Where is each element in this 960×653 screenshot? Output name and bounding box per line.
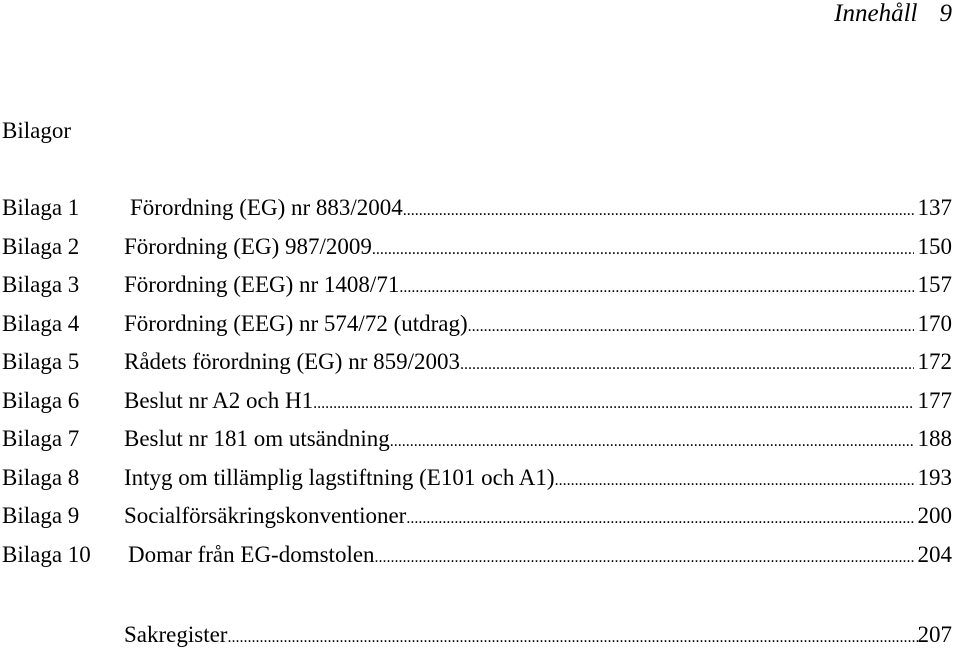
dot-leader xyxy=(313,389,913,419)
toc-entry-label: Bilaga 8 xyxy=(2,464,80,490)
toc-entry-page: 207 xyxy=(917,622,952,647)
dot-leader xyxy=(406,504,913,534)
toc-entry-bilaga-3[interactable] xyxy=(0,270,952,309)
dot-leader xyxy=(375,543,914,573)
toc-entry-title: Rådets förordning (EG) nr 859/2003 xyxy=(124,349,460,374)
toc-entry-bilaga-4[interactable] xyxy=(0,309,952,348)
dot-leader xyxy=(399,273,913,303)
toc-entry-label: Bilaga 6 xyxy=(2,387,80,413)
toc-entry-title: Sakregister xyxy=(124,622,228,647)
toc-entry-title: Socialförsäkringskonventioner xyxy=(124,503,407,528)
dot-leader xyxy=(227,623,917,653)
toc-entry-title: Förordning (EG) nr 883/2004 xyxy=(130,195,403,220)
toc-entry-label: Bilaga 7 xyxy=(2,426,80,451)
toc-entry-page: 170 xyxy=(917,310,952,336)
toc-list xyxy=(0,193,952,578)
toc-entry-page: 177 xyxy=(917,387,952,413)
toc-entry-label: Bilaga 4 xyxy=(2,310,80,336)
header-page-number: 9 xyxy=(939,0,952,27)
toc-entry-sakregister[interactable] xyxy=(124,620,952,653)
dot-leader xyxy=(372,235,914,265)
toc-entry-bilaga-2[interactable] xyxy=(0,232,952,271)
header-section-title: Innehåll xyxy=(834,0,918,27)
toc-entry-title: Förordning (EG) 987/2009 xyxy=(124,233,372,259)
toc-entry-label: Bilaga 10 xyxy=(2,541,91,567)
toc-entry-page: 193 xyxy=(917,464,952,490)
toc-entry-title: Beslut nr A2 och H1 xyxy=(124,387,314,413)
toc-entry-bilaga-5[interactable] xyxy=(0,347,952,386)
toc-entry-label: Bilaga 5 xyxy=(2,349,80,374)
toc-entry-title: Förordning (EEG) nr 1408/71 xyxy=(124,272,400,297)
toc-entry-label: Bilaga 2 xyxy=(2,233,80,259)
toc-entry-page: 150 xyxy=(917,233,952,259)
toc-entry-label: Bilaga 1 xyxy=(2,195,80,220)
toc-entry-page: 188 xyxy=(917,426,952,451)
toc-entry-bilaga-8[interactable] xyxy=(0,463,952,502)
dot-leader xyxy=(468,312,914,342)
toc-entry-page: 200 xyxy=(917,503,952,528)
toc-entry-bilaga-10[interactable] xyxy=(0,540,952,579)
toc-entry-bilaga-1[interactable] xyxy=(0,193,952,232)
dot-leader xyxy=(403,196,914,226)
toc-entry-title: Intyg om tillämplig lagstiftning (E101 och A1) xyxy=(124,464,555,490)
toc-entry-page: 137 xyxy=(917,195,952,220)
running-header xyxy=(834,0,952,28)
dot-leader xyxy=(390,427,914,457)
toc-entry-title: Förordning (EEG) nr 574/72 (utdrag) xyxy=(124,310,468,336)
toc-entry-title: Beslut nr 181 om utsändning xyxy=(124,426,390,451)
section-heading: Bilagor xyxy=(2,118,71,143)
toc-entry-page: 204 xyxy=(917,541,952,567)
toc-entry-page: 172 xyxy=(917,349,952,374)
dot-leader xyxy=(460,350,914,380)
dot-leader xyxy=(555,466,914,496)
toc-entry-bilaga-6[interactable] xyxy=(0,386,952,425)
toc-entry-label: Bilaga 3 xyxy=(2,272,80,297)
toc-entry-title: Domar från EG-domstolen xyxy=(128,541,375,567)
toc-entry-bilaga-7[interactable] xyxy=(0,424,952,463)
toc-entry-bilaga-9[interactable] xyxy=(0,501,952,540)
toc-entry-page: 157 xyxy=(917,272,952,297)
toc-entry-label: Bilaga 9 xyxy=(2,503,80,528)
